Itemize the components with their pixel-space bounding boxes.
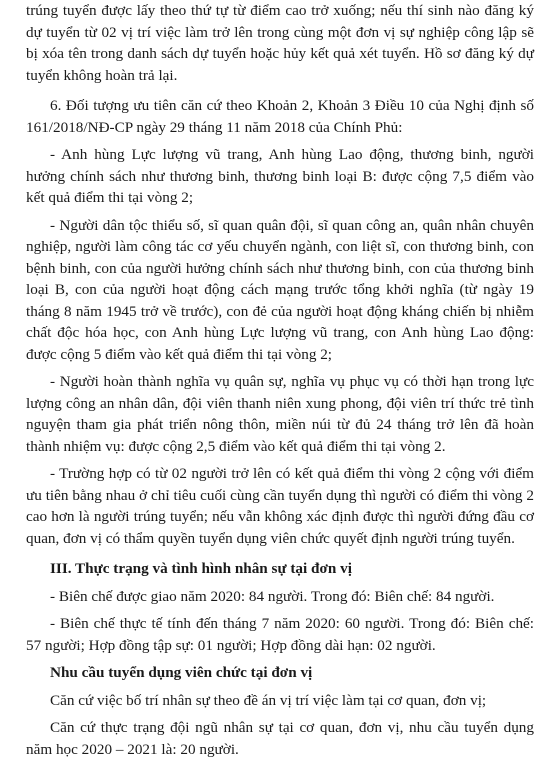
section-heading-staffing: III. Thực trạng và tình hình nhân sự tại đơn vị [50, 560, 352, 577]
paragraph-tie-break: - Trường hợp có từ 02 người trở lên có kết quả điểm thi vòng 2 cộng với điểm ưu tiên bằng nhau ở chỉ tiêu cuối cùng cần tuyển dụng thì người có điểm thi vòng 2 cao hơn là người trúng tuyển; nếu vẫn không xác định được thì người đứng đầu cơ quan, đơn vị có thẩm quyền tuyển dụng viên chức quyết định người trúng tuyển. [26, 465, 534, 547]
paragraph-priority-2-5-points: - Người hoàn thành nghĩa vụ quân sự, nghĩa vụ phục vụ có thời hạn trong lực lượng công an nhân dân, đội viên thanh niên xung phong, đội viên trí thức trẻ tình nguyện tham gia phát triển nông thôn, miền núi từ đủ 24 tháng trở lên đã hoàn thành nhiệm vụ: được cộng 2,5 điểm vào kết quả điểm thi tại vòng 2. [26, 373, 534, 455]
paragraph-assigned-staff: - Biên chế được giao năm 2020: 84 người. Trong đó: Biên chế: 84 người. [50, 587, 495, 605]
paragraph-registration-rule: trúng tuyển được lấy theo thứ tự từ điểm cao trở xuống; nếu thí sinh nào đăng ký dự tuyển từ 02 vị trí việc làm trở lên trong cùng một đơn vị sự nghiệp công lập sẽ bị xóa tên trong danh sách dự tuyển hoặc hủy kết quả xét tuyển. Hồ sơ đăng ký dự tuyển không hoàn trả lại. [26, 2, 534, 84]
section-heading-recruitment-needs: Nhu cầu tuyển dụng viên chức tại đơn vị [50, 664, 313, 681]
paragraph-basis-job-positions: Căn cứ việc bố trí nhân sự theo đề án vị trí việc làm tại cơ quan, đơn vị; [50, 691, 487, 709]
paragraph-actual-staff: - Biên chế thực tế tính đến tháng 7 năm 2020: 60 người. Trong đó: Biên chế: 57 người; Hợp đồng tập sự: 01 người; Hợp đồng dài hạn: 02 người. [26, 615, 534, 654]
paragraph-priority-5-points: - Người dân tộc thiểu số, sĩ quan quân đội, sĩ quan công an, quân nhân chuyên nghiệp, người làm công tác cơ yếu chuyển ngành, con liệt sĩ, con thương binh, con bệnh binh, con của người hưởng chính sách như thương binh, con của thương binh loại B, con của người hoạt động cách mạng trước tổng khởi nghĩa (từ ngày 19 tháng 8 năm 1945 trở về trước), con đẻ của người hoạt động kháng chiến bị nhiễm chất độc hóa học, con Anh hùng Lực lượng vũ trang, con Anh hùng Lao động: được cộng 5 điểm vào kết quả điểm thi tại vòng 2; [26, 216, 534, 363]
paragraph-priority-7-5-points: - Anh hùng Lực lượng vũ trang, Anh hùng Lao động, thương binh, người hưởng chính sách như thương binh, thương binh loại B: được cộng 7,5 điểm vào kết quả điểm thi tại vòng 2; [26, 146, 534, 206]
paragraph-priority-subjects: 6. Đối tượng ưu tiên căn cứ theo Khoản 2, Khoản 3 Điều 10 của Nghị định số 161/2018/NĐ-CP ngày 29 tháng 11 năm 2018 của Chính Phủ: [26, 97, 534, 136]
paragraph-recruitment-count: Căn cứ thực trạng đội ngũ nhân sự tại cơ quan, đơn vị, nhu cầu tuyển dụng năm học 2020 – 2021 là: 20 người. [26, 719, 534, 758]
